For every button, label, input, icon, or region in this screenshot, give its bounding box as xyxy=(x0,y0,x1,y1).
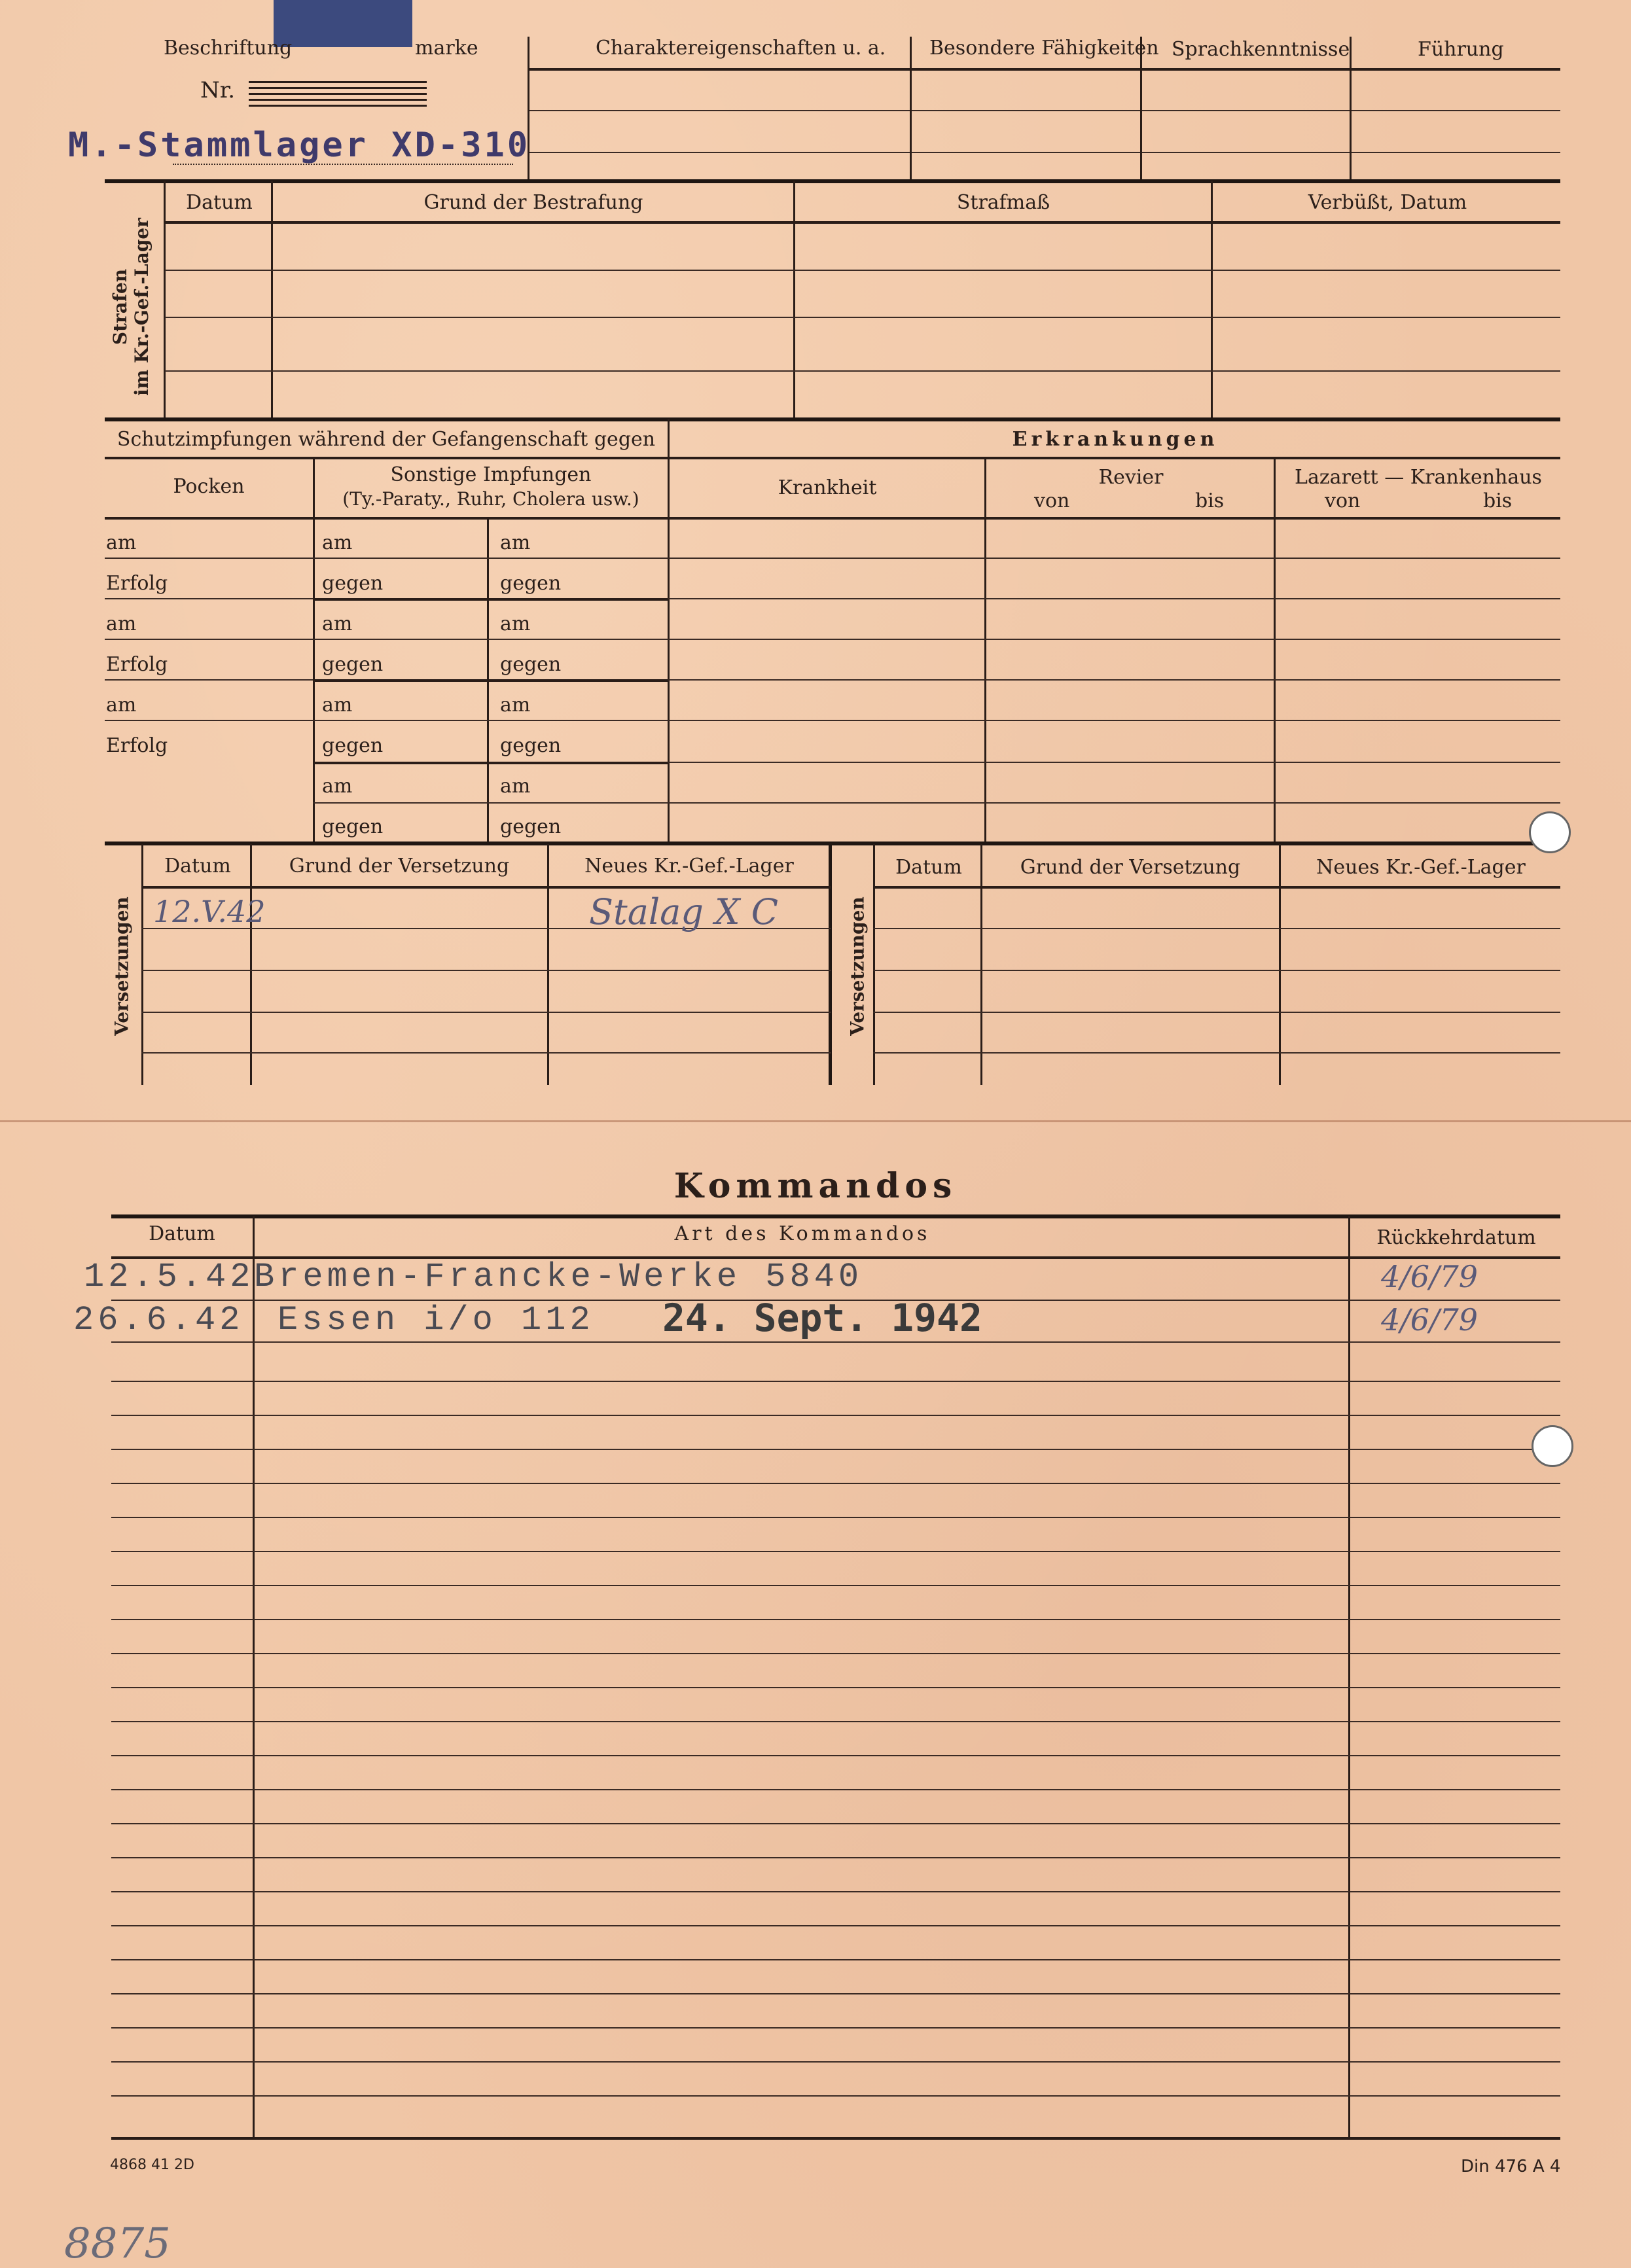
vers-l-vline-3 xyxy=(829,844,832,1085)
sonst-b-am-3: am xyxy=(500,694,531,717)
vers-l-label-datum: Datum xyxy=(164,855,231,877)
strafen-vline-0 xyxy=(164,181,166,419)
label-beschriftung: Beschriftung xyxy=(164,37,293,60)
erkr-vline-2 xyxy=(1274,458,1276,843)
kommandos-line-12 xyxy=(111,1687,1560,1688)
kommando-row-2-text: Essen i/o 112 xyxy=(278,1301,594,1339)
kommandos-bottom-rule xyxy=(111,2137,1560,2140)
kommandos-line-11 xyxy=(111,1653,1560,1654)
kommandos-vline-1 xyxy=(253,1216,255,2140)
kommandos-line-24 xyxy=(111,2095,1560,2097)
kommandos-line-17 xyxy=(111,1857,1560,1858)
impf-block-rule-1 xyxy=(313,598,668,601)
kommando-row-2-return: 4/6/79 xyxy=(1381,1302,1479,1338)
impf-header-bottom xyxy=(105,517,1560,520)
vers-r-line-4 xyxy=(873,1052,1560,1054)
erkrankungen-title: Erkrankungen xyxy=(1012,428,1219,451)
erkr-label-revier-bis: bis xyxy=(1195,489,1225,512)
punch-hole-1 xyxy=(1529,811,1571,853)
kommandos-title: Kommandos xyxy=(673,1166,958,1206)
vers-r-line-3 xyxy=(873,1012,1560,1013)
sonst-b-am-2: am xyxy=(500,612,531,635)
vers-l-line-2 xyxy=(141,970,831,971)
strafen-vline-3 xyxy=(1211,181,1213,419)
vers-r-line-1 xyxy=(873,928,1560,929)
vers-r-label-datum: Datum xyxy=(895,856,962,879)
vers-r-label-grund: Grund der Versetzung xyxy=(1020,856,1241,879)
sonst-b-gegen-4: gegen xyxy=(500,815,562,838)
kommandos-vline-2 xyxy=(1348,1216,1350,2140)
sonst-a-am-1: am xyxy=(322,531,353,554)
impfungen-title: Schutzimpfungen während der Gefangenschaft gegen xyxy=(116,428,656,451)
impfungen-label-sonstige-1: Sonstige Impfungen xyxy=(390,463,592,486)
header-vline-3 xyxy=(1140,37,1142,179)
kommando-row-1-date: 12.5.42 xyxy=(84,1258,255,1296)
pocken-am-3: am xyxy=(106,694,137,717)
vers-r-label-lager: Neues Kr.-Gef.-Lager xyxy=(1316,856,1526,879)
vers-l-line-4 xyxy=(141,1052,831,1054)
footer-left: 4868 41 2D xyxy=(110,2157,194,2173)
strafen-label-verbuesst: Verbüßt, Datum xyxy=(1308,191,1467,214)
kommandos-line-05 xyxy=(111,1449,1560,1450)
sonst-a-am-4: am xyxy=(322,775,353,798)
kommandos-line-03 xyxy=(111,1381,1560,1382)
strafen-vline-2 xyxy=(793,181,795,419)
sonst-b-am-4: am xyxy=(500,775,531,798)
erkr-label-revier: Revier xyxy=(1098,466,1164,489)
kommandos-line-08 xyxy=(111,1551,1560,1552)
erkr-label-revier-von: von xyxy=(1034,489,1070,512)
impf-row-line-7 xyxy=(313,802,1560,804)
header-line-2 xyxy=(528,152,1560,153)
sonst-b-gegen-1: gegen xyxy=(500,572,562,595)
sonst-a-gegen-3: gegen xyxy=(322,734,384,757)
sonst-a-gegen-4: gegen xyxy=(322,815,384,838)
header-vline-1 xyxy=(528,37,529,179)
pocken-erfolg-3: Erfolg xyxy=(106,734,168,757)
impf-vline-1 xyxy=(313,458,315,843)
lager-dotted-line xyxy=(173,164,513,165)
impf-row-line-3 xyxy=(105,639,1560,640)
erkr-label-lazarett-bis: bis xyxy=(1483,489,1513,512)
handwritten-number: 8875 xyxy=(64,2220,171,2268)
vers-l-line-3 xyxy=(141,1012,831,1013)
impf-row-line-1 xyxy=(105,558,1560,559)
header-rule xyxy=(528,68,1560,71)
kommandos-top-rule xyxy=(111,1214,1560,1218)
label-fuehrung: Führung xyxy=(1418,38,1504,61)
vers-l-vline-0 xyxy=(141,844,143,1085)
vers-r-vline-2 xyxy=(1279,844,1281,1085)
vers-l-header-rule xyxy=(141,886,831,889)
strafen-side-label-1: Strafen xyxy=(109,268,131,346)
kommando-row-2-date: 26.6.42 xyxy=(73,1301,244,1339)
vers-r-vline-1 xyxy=(980,844,982,1085)
vers-l-vline-1 xyxy=(250,844,252,1085)
impfungen-label-sonstige-2: (Ty.-Paraty., Ruhr, Cholera usw.) xyxy=(342,488,639,510)
kommandos-line-02 xyxy=(111,1341,1560,1343)
label-nr: Nr. xyxy=(200,77,236,103)
impf-block-rule-2 xyxy=(313,679,668,682)
versetzungen-side-label-right: Versetzungen xyxy=(846,896,869,1036)
kommando-row-1-text: Bremen-Francke-Werke 5840 xyxy=(254,1258,863,1296)
kommandos-line-07 xyxy=(111,1517,1560,1518)
kommando-row-1-return: 4/6/79 xyxy=(1381,1259,1479,1294)
strafen-side-label xyxy=(109,196,152,418)
pocken-am-2: am xyxy=(106,612,137,635)
kommandos-line-16 xyxy=(111,1823,1560,1824)
label-sprachkenntnisse: Sprachkenntnisse xyxy=(1172,38,1350,61)
strafen-header-rule xyxy=(165,221,1560,224)
header-line-1 xyxy=(528,110,1560,111)
pocken-erfolg-1: Erfolg xyxy=(106,572,168,595)
vers-l-vline-2 xyxy=(547,844,549,1085)
index-tab xyxy=(274,0,412,47)
strafen-line-2 xyxy=(165,317,1560,318)
impf-row-line-5 xyxy=(105,720,1560,721)
header-vline-4 xyxy=(1350,37,1352,179)
pocken-erfolg-2: Erfolg xyxy=(106,653,168,676)
erkr-label-lazarett-von: von xyxy=(1325,489,1361,512)
sonst-b-gegen-3: gegen xyxy=(500,734,562,757)
punch-hole-2 xyxy=(1532,1425,1573,1467)
lager-stamp: M.-Stammlager XD-310 xyxy=(68,126,531,165)
kommandos-line-15 xyxy=(111,1789,1560,1790)
impf-subheader-rule xyxy=(105,457,1560,459)
strafen-label-grund: Grund der Bestrafung xyxy=(423,191,643,214)
strafen-side-label-2: im Kr.-Gef.-Lager xyxy=(131,218,152,397)
nr-lines xyxy=(249,81,427,107)
sonst-a-am-3: am xyxy=(322,694,353,717)
kommandos-line-06 xyxy=(111,1483,1560,1484)
vers-entry-lager: Stalag X C xyxy=(589,891,779,932)
kommandos-line-13 xyxy=(111,1721,1560,1722)
kommandos-label-datum: Datum xyxy=(149,1222,215,1245)
sonst-a-gegen-2: gegen xyxy=(322,653,384,676)
kommandos-line-09 xyxy=(111,1585,1560,1586)
section-rule-2 xyxy=(105,417,1560,421)
kommando-date-stamp: 24. Sept. 1942 xyxy=(662,1296,982,1340)
vers-l-label-grund: Grund der Versetzung xyxy=(289,855,510,877)
impfungen-label-pocken: Pocken xyxy=(173,475,245,498)
erkr-vline-1 xyxy=(984,458,986,843)
versetzungen-side-label-left: Versetzungen xyxy=(111,896,133,1036)
kommandos-label-rueckkehr: Rückkehrdatum xyxy=(1376,1226,1536,1249)
footer-right: Din 476 A 4 xyxy=(1461,2157,1561,2176)
section-rule-3 xyxy=(105,842,1560,845)
vers-l-label-lager: Neues Kr.-Gef.-Lager xyxy=(584,855,794,877)
kommandos-line-18 xyxy=(111,1891,1560,1892)
label-charakter: Charaktereigenschaften u. a. xyxy=(596,37,886,60)
kommandos-line-23 xyxy=(111,2061,1560,2063)
impf-erkr-divider xyxy=(668,419,670,844)
pocken-am-1: am xyxy=(106,531,137,554)
fold-line xyxy=(0,1120,1631,1122)
kommandos-line-04 xyxy=(111,1415,1560,1416)
strafen-line-1 xyxy=(165,270,1560,271)
vers-r-header-rule xyxy=(873,886,1560,889)
sonst-a-am-2: am xyxy=(322,612,353,635)
kommandos-line-22 xyxy=(111,2027,1560,2029)
kommandos-line-21 xyxy=(111,1993,1560,1994)
sonst-b-gegen-2: gegen xyxy=(500,653,562,676)
vers-entry-date: 12.V.42 xyxy=(153,894,266,929)
vers-r-vline-0 xyxy=(873,844,875,1085)
section-rule-1 xyxy=(105,179,1560,183)
impf-block-rule-3 xyxy=(313,762,668,764)
sonst-a-gegen-1: gegen xyxy=(322,572,384,595)
strafen-line-3 xyxy=(165,370,1560,372)
vers-r-line-2 xyxy=(873,970,1560,971)
kommandos-label-art: Art des Kommandos xyxy=(674,1222,931,1245)
kommandos-line-19 xyxy=(111,1925,1560,1926)
kommandos-line-10 xyxy=(111,1619,1560,1620)
header-vline-2 xyxy=(910,37,912,179)
strafen-label-datum: Datum xyxy=(186,191,253,214)
kommandos-line-14 xyxy=(111,1755,1560,1756)
erkr-label-krankheit: Krankheit xyxy=(778,476,877,499)
sonst-b-am-1: am xyxy=(500,531,531,554)
erkr-label-lazarett: Lazarett — Krankenhaus xyxy=(1295,466,1542,489)
strafen-label-strafmass: Strafmaß xyxy=(956,191,1050,214)
label-faehigkeiten: Besondere Fähigkeiten xyxy=(929,37,1159,60)
kommandos-line-20 xyxy=(111,1959,1560,1960)
label-erkennungsmarke: marke xyxy=(415,37,478,60)
strafen-vline-1 xyxy=(271,181,273,419)
